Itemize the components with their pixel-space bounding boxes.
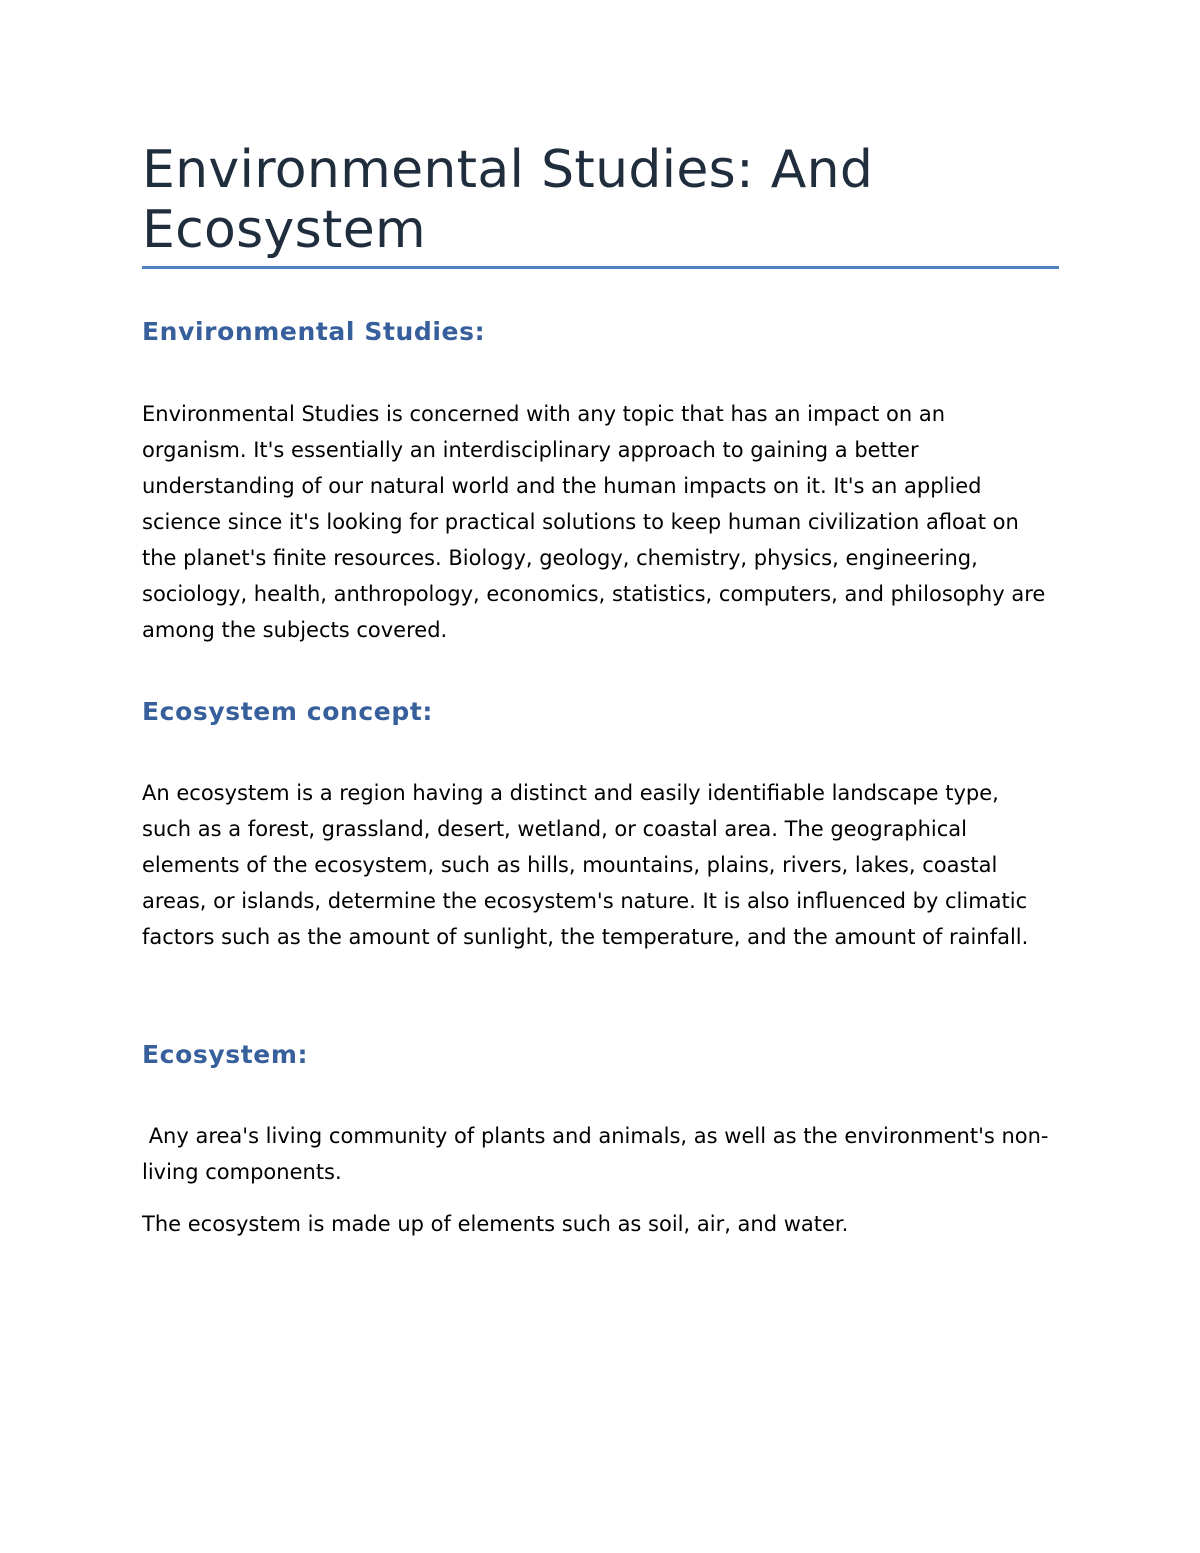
section-heading-ecosystem-concept: Ecosystem concept: (142, 697, 434, 726)
paragraph-ecosystem-elements: The ecosystem is made up of elements such as soil, air, and water. (142, 1212, 849, 1236)
document-title: Environmental Studies: And Ecosystem (142, 140, 874, 260)
section-heading-ecosystem: Ecosystem: (142, 1040, 309, 1069)
title-underline (142, 266, 1059, 269)
paragraph-ecosystem-concept: An ecosystem is a region having a distinct and easily identifiable landscape type, such as a forest, grassland, desert, wetland, or coastal area. The geographical elements of the ecosystem, such as hills, mountains, plains, rivers, lakes, coastal areas, or islands, determine the ecosystem's nature. It is also influenced by climatic factors such as the amount of sunlight, the temperature, and the amount of rainfall. (142, 781, 1029, 949)
paragraph-ecosystem-definition: Any area's living community of plants and animals, as well as the environment's non-living components. (142, 1124, 1049, 1184)
paragraph-environmental-studies: Environmental Studies is concerned with any topic that has an impact on an organism. It's essentially an interdisciplinary approach to gaining a better understanding of our natural world and the human impacts on it. It's an applied science since it's looking for practical solutions to keep human civilization afloat on the planet's finite resources. Biology, geology, chemistry, physics, engineering, sociology, health, anthropology, economics, statistics, computers, and philosophy are among the subjects covered. (142, 402, 1046, 642)
section-heading-environmental-studies: Environmental Studies: (142, 317, 486, 346)
